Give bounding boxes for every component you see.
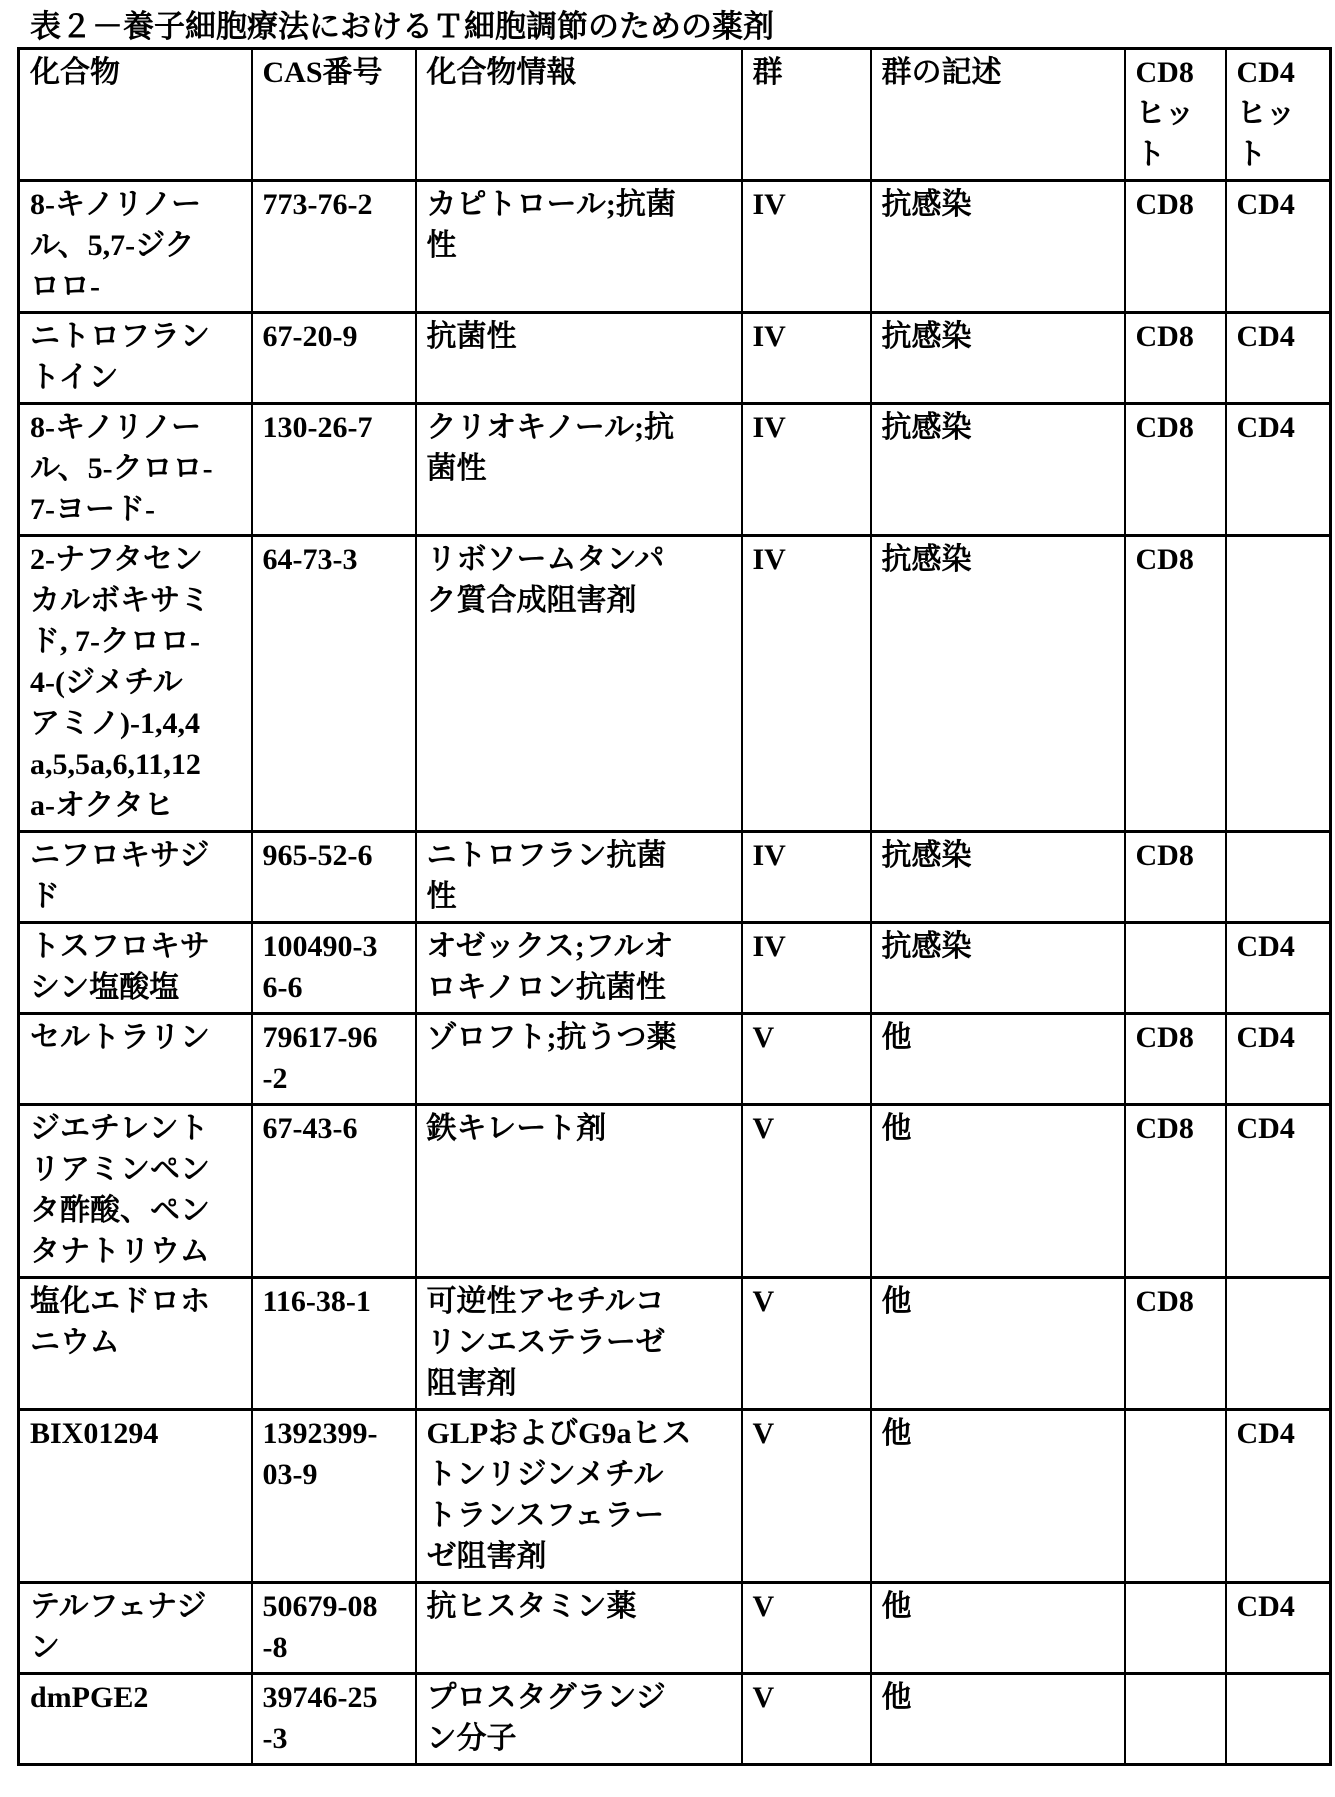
cell-cas: 965-52-6 <box>252 832 416 923</box>
cell-compound: 2-ナフタセン カルボキサミ ド, 7-クロロ- 4-(ジメチル アミノ)-1,4,4 a,5,5a,6,11,12 a-オクタヒ <box>19 536 252 832</box>
cell-cas: 39746-25 -3 <box>252 1674 416 1765</box>
header-row <box>19 49 1331 181</box>
cell-compound: 8-キノリノー ル、5-クロロ- 7-ヨード- <box>19 404 252 536</box>
cell-cas: 64-73-3 <box>252 536 416 832</box>
cell-group-desc: 他 <box>871 1410 1125 1583</box>
cell-cd4 <box>1226 1674 1331 1765</box>
col-header-cas: CAS番号 <box>252 49 416 181</box>
cell-cd4: CD4 <box>1226 1410 1331 1583</box>
cell-compound: dmPGE2 <box>19 1674 252 1765</box>
cell-group: V <box>742 1278 871 1410</box>
cell-cd4: CD4 <box>1226 1105 1331 1278</box>
cell-info: カピトロール;抗菌 性 <box>416 181 742 313</box>
cell-cd4 <box>1226 1278 1331 1410</box>
cell-compound: トスフロキサ シン塩酸塩 <box>19 923 252 1014</box>
cell-cas: 67-20-9 <box>252 313 416 404</box>
patent-table-page <box>0 8 1335 1797</box>
col-header-cd4-hit: CD4 ヒッ ト <box>1226 49 1331 181</box>
cell-group: IV <box>742 832 871 923</box>
cell-cas: 79617-96 -2 <box>252 1014 416 1105</box>
cell-info: GLPおよびG9aヒス トンリジンメチル トランスフェラー ゼ阻害剤 <box>416 1410 742 1583</box>
table-row <box>19 536 1331 832</box>
cell-cd4: CD4 <box>1226 1014 1331 1105</box>
cell-cd8: CD8 <box>1125 1278 1226 1410</box>
cell-cd8: CD8 <box>1125 404 1226 536</box>
cell-group-desc: 抗感染 <box>871 404 1125 536</box>
cell-cd8: CD8 <box>1125 536 1226 832</box>
cell-cd8: CD8 <box>1125 313 1226 404</box>
cell-group-desc: 他 <box>871 1105 1125 1278</box>
cell-cas: 1392399- 03-9 <box>252 1410 416 1583</box>
cell-cd4 <box>1226 536 1331 832</box>
col-header-info: 化合物情報 <box>416 49 742 181</box>
cell-cd4: CD4 <box>1226 313 1331 404</box>
cell-group: V <box>742 1410 871 1583</box>
col-header-group: 群 <box>742 49 871 181</box>
cell-cd8 <box>1125 1583 1226 1674</box>
cell-info: クリオキノール;抗 菌性 <box>416 404 742 536</box>
cell-group-desc: 他 <box>871 1014 1125 1105</box>
cell-info: ゾロフト;抗うつ薬 <box>416 1014 742 1105</box>
cell-info: 可逆性アセチルコ リンエステラーゼ 阻害剤 <box>416 1278 742 1410</box>
cell-cas: 100490-3 6-6 <box>252 923 416 1014</box>
cell-compound: ニトロフラン トイン <box>19 313 252 404</box>
cell-cas: 67-43-6 <box>252 1105 416 1278</box>
cell-cd8: CD8 <box>1125 1014 1226 1105</box>
cell-cas: 50679-08 -8 <box>252 1583 416 1674</box>
cell-cd8 <box>1125 923 1226 1014</box>
cell-cd8 <box>1125 1410 1226 1583</box>
cell-group-desc: 他 <box>871 1674 1125 1765</box>
table-row <box>19 923 1331 1014</box>
cell-group-desc: 抗感染 <box>871 923 1125 1014</box>
cell-cas: 130-26-7 <box>252 404 416 536</box>
cell-cas: 773-76-2 <box>252 181 416 313</box>
cell-compound: 8-キノリノー ル、5,7-ジク ロロ- <box>19 181 252 313</box>
cell-cas: 116-38-1 <box>252 1278 416 1410</box>
cell-group: IV <box>742 536 871 832</box>
table-row <box>19 1278 1331 1410</box>
cell-group: IV <box>742 313 871 404</box>
cell-compound: 塩化エドロホ ニウム <box>19 1278 252 1410</box>
cell-cd4: CD4 <box>1226 923 1331 1014</box>
table-row <box>19 832 1331 923</box>
cell-cd4: CD4 <box>1226 1583 1331 1674</box>
cell-compound: ニフロキサジ ド <box>19 832 252 923</box>
cell-group: V <box>742 1105 871 1278</box>
cell-compound: テルフェナジ ン <box>19 1583 252 1674</box>
cell-group-desc: 他 <box>871 1278 1125 1410</box>
cell-group-desc: 抗感染 <box>871 832 1125 923</box>
cell-info: ニトロフラン抗菌 性 <box>416 832 742 923</box>
cell-info: 鉄キレート剤 <box>416 1105 742 1278</box>
table-row <box>19 1105 1331 1278</box>
col-header-cd8-hit: CD8 ヒッ ト <box>1125 49 1226 181</box>
cell-info: 抗ヒスタミン薬 <box>416 1583 742 1674</box>
cell-info: オゼックス;フルオ ロキノロン抗菌性 <box>416 923 742 1014</box>
table-row <box>19 181 1331 313</box>
cell-group: V <box>742 1583 871 1674</box>
col-header-compound: 化合物 <box>19 49 252 181</box>
cell-group-desc: 抗感染 <box>871 536 1125 832</box>
cell-group-desc: 抗感染 <box>871 313 1125 404</box>
cell-cd8: CD8 <box>1125 181 1226 313</box>
cell-cd8: CD8 <box>1125 832 1226 923</box>
cell-group: IV <box>742 923 871 1014</box>
cell-compound: セルトラリン <box>19 1014 252 1105</box>
cell-group: IV <box>742 181 871 313</box>
cell-compound: BIX01294 <box>19 1410 252 1583</box>
cell-info: リボソームタンパ ク質合成阻害剤 <box>416 536 742 832</box>
cell-info: 抗菌性 <box>416 313 742 404</box>
cell-cd4 <box>1226 832 1331 923</box>
table-row <box>19 1583 1331 1674</box>
table-row <box>19 1410 1331 1583</box>
cell-cd8 <box>1125 1674 1226 1765</box>
cell-group: V <box>742 1014 871 1105</box>
cell-info: プロスタグランジ ン分子 <box>416 1674 742 1765</box>
table-row <box>19 404 1331 536</box>
table-row <box>19 313 1331 404</box>
col-header-group-desc: 群の記述 <box>871 49 1125 181</box>
cell-group: IV <box>742 404 871 536</box>
cell-group-desc: 他 <box>871 1583 1125 1674</box>
cell-compound: ジエチレント リアミンペン タ酢酸、ペン タナトリウム <box>19 1105 252 1278</box>
cell-cd8: CD8 <box>1125 1105 1226 1278</box>
table-row <box>19 1674 1331 1765</box>
compound-table <box>17 47 1332 1766</box>
cell-group: V <box>742 1674 871 1765</box>
cell-group-desc: 抗感染 <box>871 181 1125 313</box>
table-title: 表２－養子細胞療法におけるＴ細胞調節のための薬剤 <box>30 9 774 44</box>
cell-cd4: CD4 <box>1226 404 1331 536</box>
cell-cd4: CD4 <box>1226 181 1331 313</box>
table-row <box>19 1014 1331 1105</box>
